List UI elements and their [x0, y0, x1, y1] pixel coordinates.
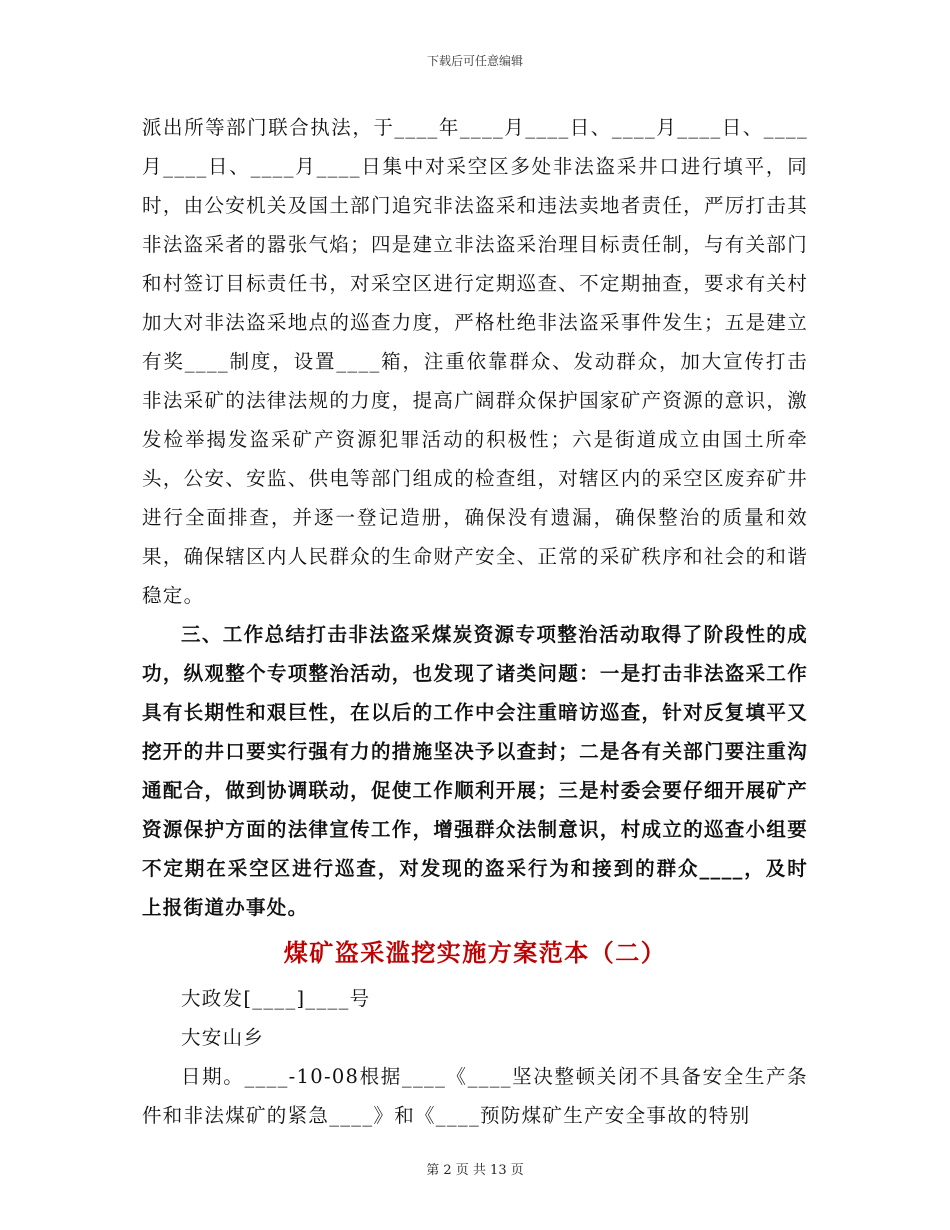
- document-number: 大政发[____]____号: [181, 987, 371, 1010]
- township-name: 大安山乡: [181, 1026, 265, 1049]
- body-paragraph-3: 日期。____-10-08根据____《____坚决整顿关闭不具备安全生产条件和非法煤矿的紧急____》和《____预防煤矿生产安全事故的特别: [142, 1065, 808, 1127]
- body-paragraph-1: 派出所等部门联合执法，于____年____月____日、____月____日、____月____日、____月____日集中对采空区多处非法盗采井口进行填平，同时，由公安机关及国土部门追究非法盗采和违法卖地者责任，严厉打击其非法盗采者的嚣张气焰；四是建立非法盗采治理目标责任制，与有关部门和村签订目标责任书，对采空区进行定期巡查、不定期抽查，要求有关村加大对非法盗采地点的巡查力度，严格杜绝非法盗采事件发生；五是建立有奖____制度，设置____箱，注重依靠群众、发动群众，加大宣传打击非法采矿的法律法规的力度，提高广阔群众保护国家矿产资源的意识，激发检举揭发盗采矿产资源犯罪活动的积极性；六是街道成立由国土所牵头，公安、安监、供电等部门组成的检查组，对辖区内的采空区废弃矿井进行全面排查，并逐一登记造册，确保没有遗漏，确保整治的质量和效果，确保辖区内人民群众的生命财产安全、正常的采矿秩序和社会的和谐稳定。: [142, 116, 808, 607]
- page-number: 第 2 页 共 13 页: [426, 1163, 524, 1178]
- document-body: [142, 108, 808, 1135]
- section-title: 煤矿盗采滥挖实施方案范本（二）: [283, 938, 667, 967]
- page-header: 下载后可任意编辑: [426, 54, 523, 68]
- body-paragraph-2-work-summary: 三、工作总结打击非法盗采煤炭资源专项整治活动取得了阶段性的成功，纵观整个专项整治活动，也发现了诸类问题：一是打击非法盗采工作具有长期性和艰巨性，在以后的工作中会注重暗访巡查，针对反复填平又挖开的井口要实行强有力的措施坚决予以查封；二是各有关部门要注重沟通配合，做到协调联动，促使工作顺利开展；三是村委会要仔细开展矿产资源保护方面的法律宣传工作，增强群众法制意识，村成立的巡查小组要不定期在采空区进行巡查，对发现的盗采行为和接到的群众____，及时上报街道办事处。: [142, 623, 808, 919]
